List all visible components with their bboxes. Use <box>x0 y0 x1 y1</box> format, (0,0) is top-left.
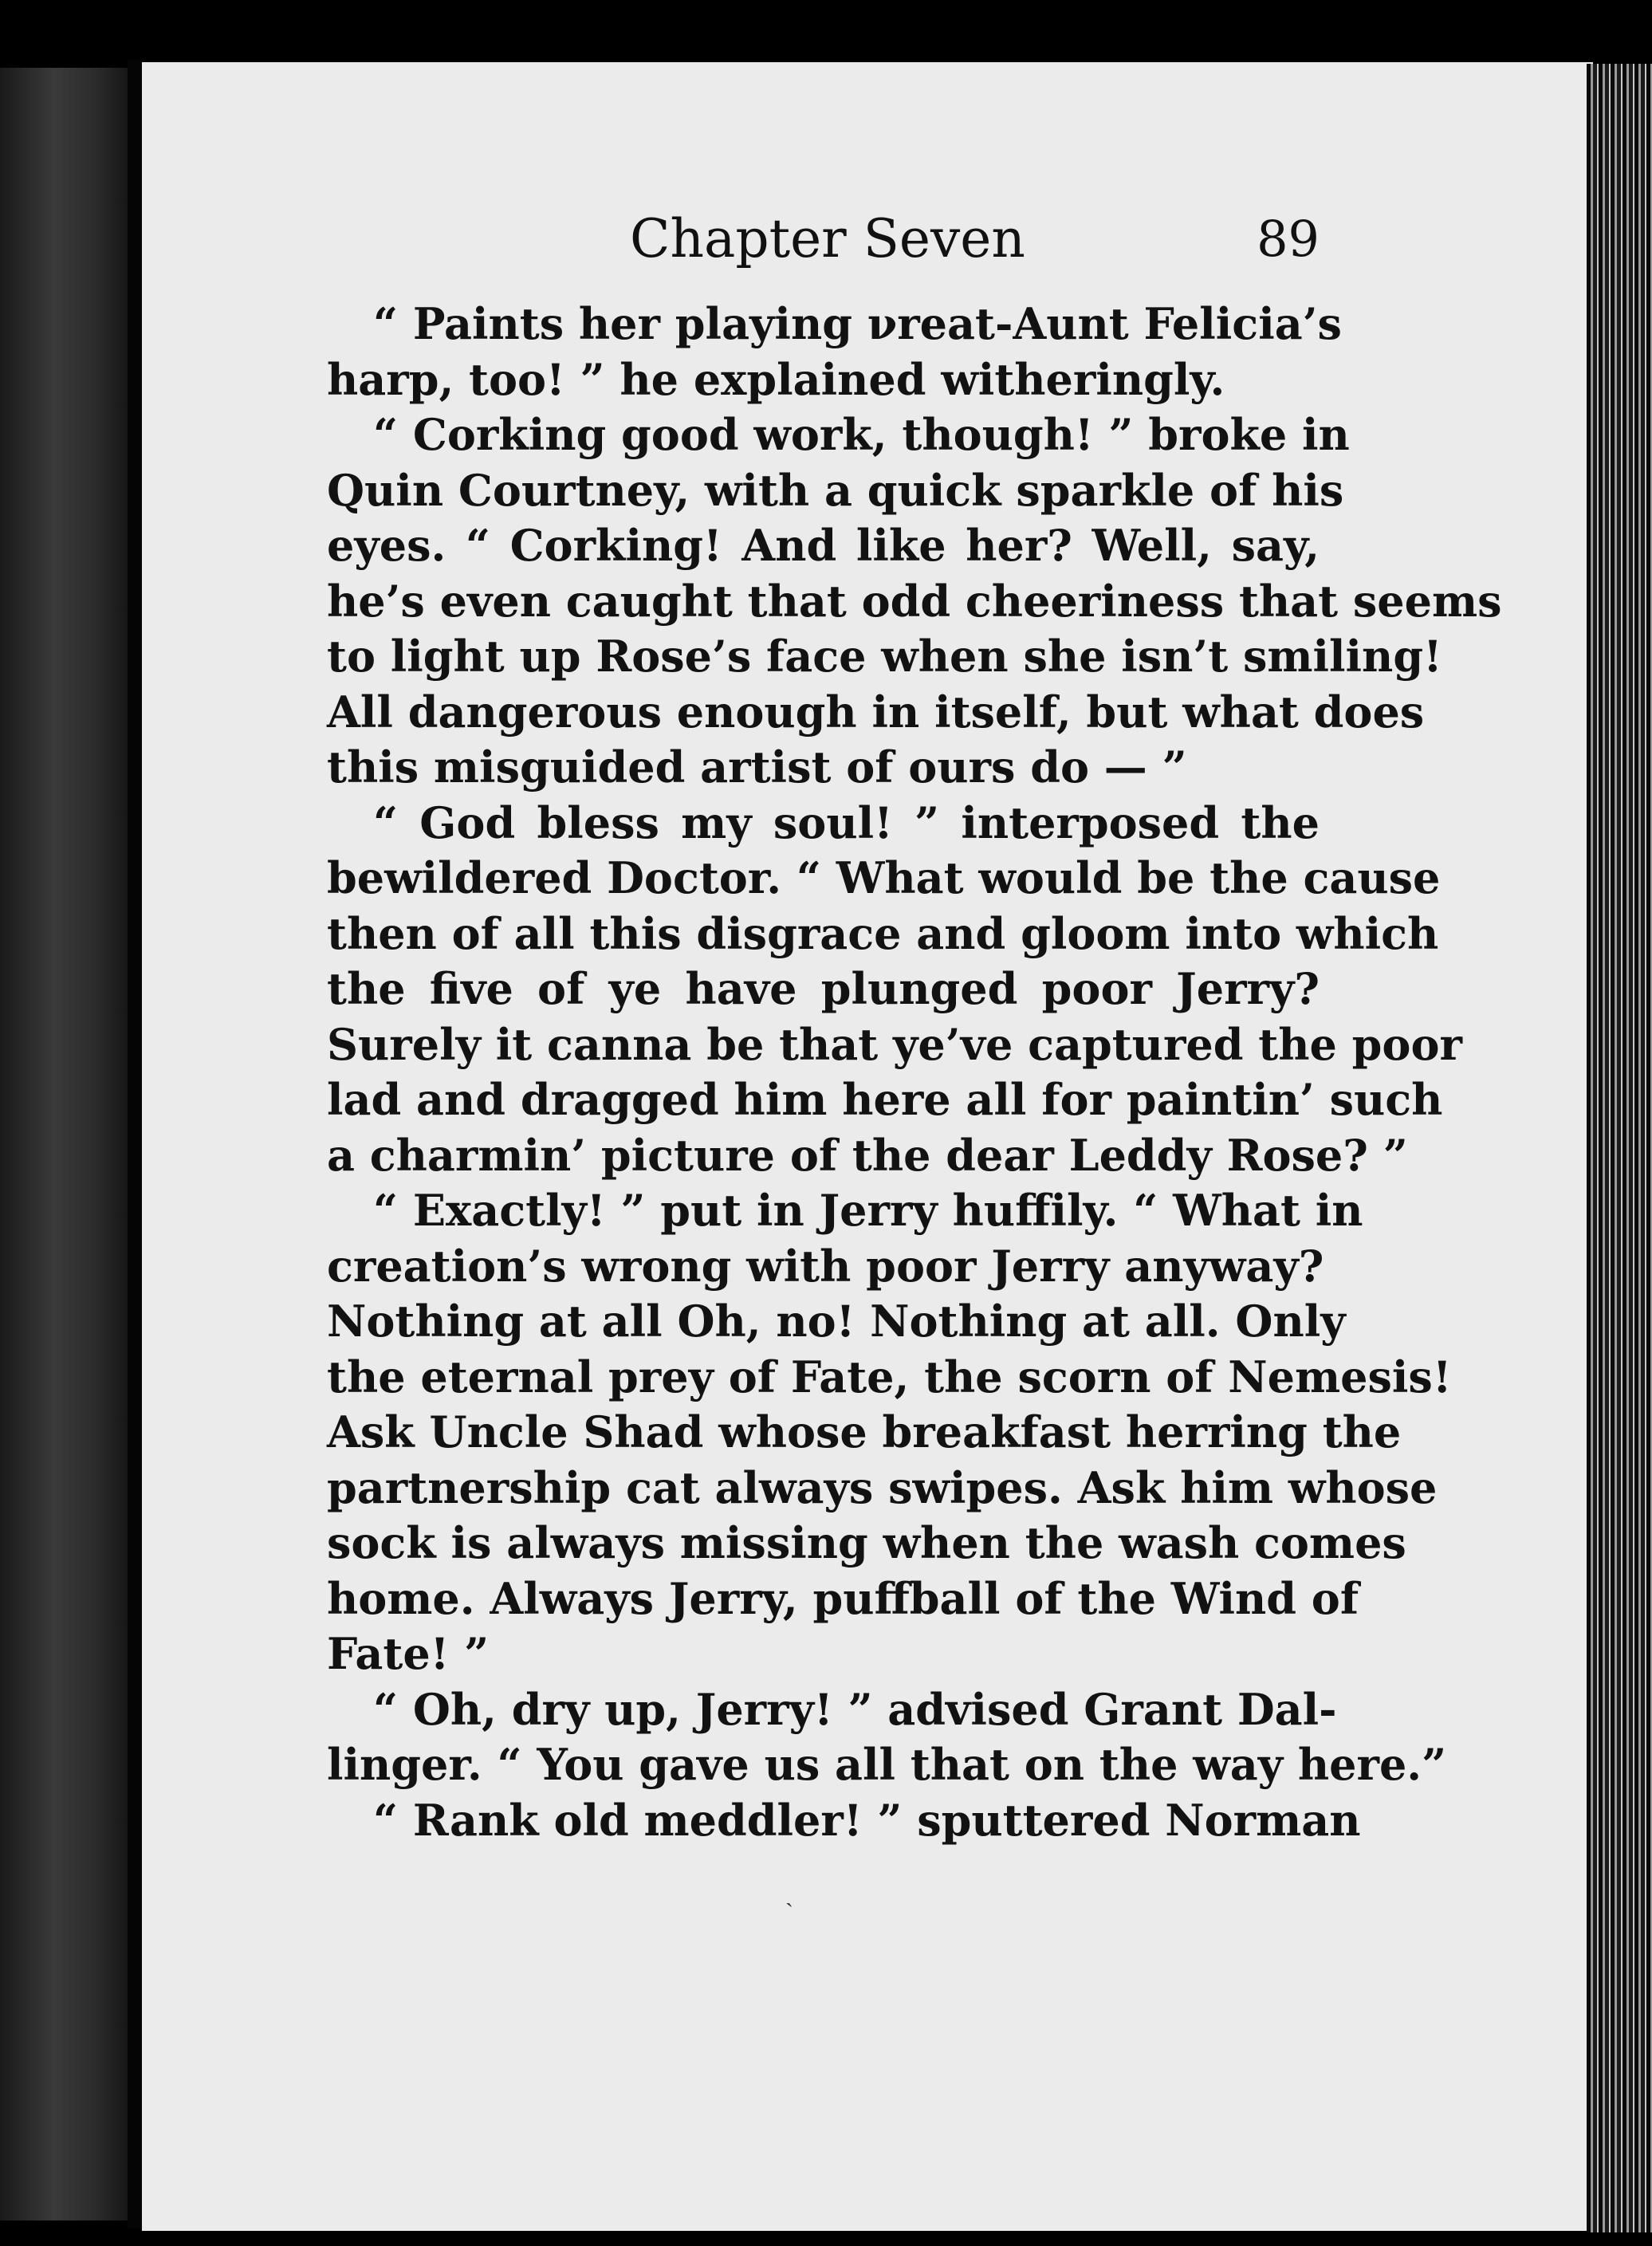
text-line: creation’s wrong with poor Jerry anyway? <box>327 1240 1324 1292</box>
text-line: “ Paints her playing νreat-Aunt Felicia’s <box>373 298 1342 349</box>
text-line: lad and dragged him here all for paintin’ such <box>327 1074 1443 1125</box>
text-line: the five of ye have plunged poor Jerry? <box>327 963 1320 1014</box>
running-header <box>630 203 1320 275</box>
facing-page-edge <box>0 68 136 2220</box>
text-line: he’s even caught that odd cheeriness that seems <box>327 575 1502 627</box>
text-line: the eternal prey of Fate, the scorn of Nemesis! <box>327 1351 1452 1402</box>
text-line: a charmin’ picture of the dear Leddy Rose? ” <box>327 1129 1408 1181</box>
text-line: home. Always Jerry, puffball of the Wind of <box>327 1572 1359 1624</box>
page-number: 89 <box>1257 210 1320 268</box>
text-line: “ Corking good work, though! ” broke in <box>373 409 1350 460</box>
text-line: Ask Uncle Shad whose breakfast herring the <box>327 1406 1402 1457</box>
print-speck: ˎ <box>785 1880 793 1908</box>
text-line: “ Rank old meddler! ” sputtered Norman <box>373 1794 1361 1846</box>
book-spine-shadow <box>128 60 144 2228</box>
text-line: to light up Rose’s face when she isn’t smiling! <box>327 631 1442 682</box>
text-line: All dangerous enough in itself, but what does <box>327 686 1425 738</box>
text-line: “ God bless my soul! ” interposed the <box>373 797 1320 848</box>
text-line: then of all this disgrace and gloom into which <box>327 907 1439 959</box>
text-line: bewildered Doctor. “ What would be the cause <box>327 852 1441 903</box>
text-line: Quin Courtney, with a quick sparkle of his <box>327 464 1344 516</box>
text-line: linger. “ You gave us all that on the way here.” <box>327 1739 1447 1790</box>
page-stack-edges <box>1587 64 1652 2232</box>
text-line: eyes. “ Corking! And like her? Well, say, <box>327 520 1320 571</box>
text-line: Surely it canna be that ye’ve captured the poor <box>327 1018 1462 1070</box>
text-line: partnership cat always swipes. Ask him whose <box>327 1461 1438 1513</box>
text-line: this misguided artist of ours do — ” <box>327 741 1187 793</box>
running-title: Chapter Seven <box>630 208 1025 269</box>
text-line: harp, too! ” he explained witheringly. <box>327 353 1225 405</box>
text-line: sock is always missing when the wash comes <box>327 1517 1406 1568</box>
text-line: “ Exactly! ” put in Jerry huffily. “ What in <box>373 1185 1363 1236</box>
text-line: Fate! ” <box>327 1628 490 1679</box>
text-line: “ Oh, dry up, Jerry! ” advised Grant Dal- <box>373 1683 1337 1735</box>
body-text <box>327 297 1502 1848</box>
text-line: Nothing at all Oh, no! Nothing at all. Only <box>327 1296 1346 1347</box>
